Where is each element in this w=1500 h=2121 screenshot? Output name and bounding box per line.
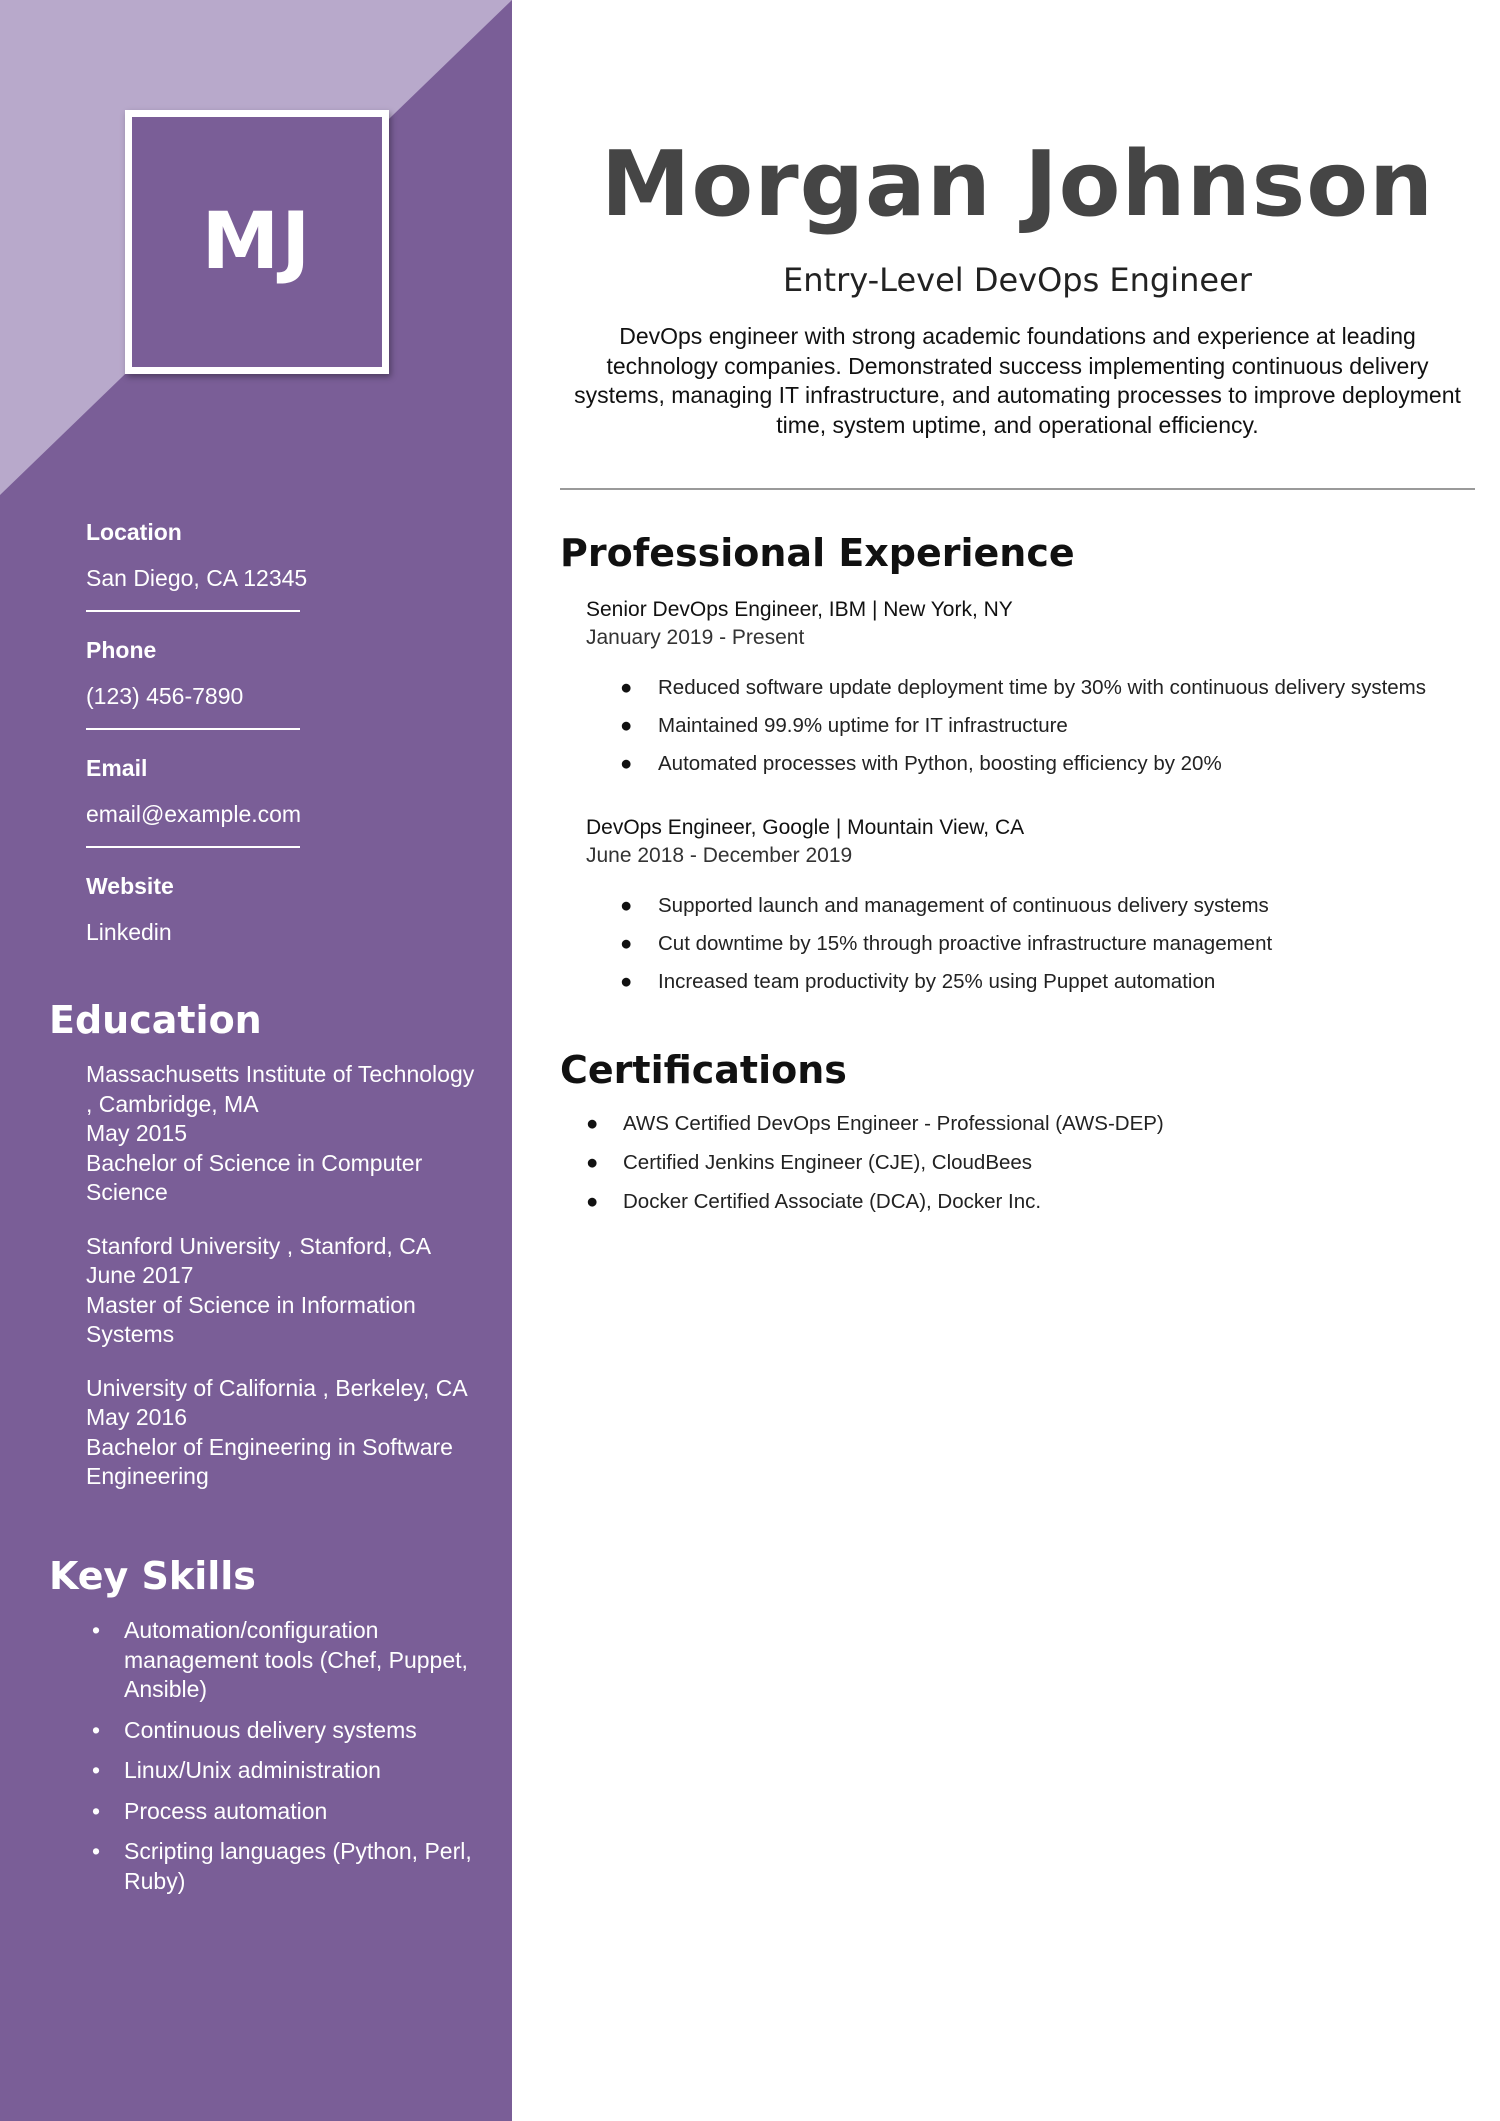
bullet-icon: ● <box>586 1112 599 1135</box>
skill-text: Scripting languages (Python, Perl, Ruby) <box>124 1838 472 1894</box>
skill-text: Linux/Unix administration <box>124 1757 381 1783</box>
contact-section <box>86 516 486 948</box>
education-heading: Education <box>49 998 262 1042</box>
education-list <box>86 1060 486 1516</box>
contact-location <box>86 516 486 612</box>
skill-item <box>86 1797 486 1827</box>
skill-text: Continuous delivery systems <box>124 1716 417 1743</box>
job-bullet <box>586 892 1466 920</box>
education-date: June 2017 <box>86 1262 194 1288</box>
contact-phone <box>86 634 486 730</box>
certification-text: Docker Certified Associate (DCA), Docker Inc. <box>623 1190 1042 1213</box>
bullet-text: Increased team productivity by 25% using Puppet automation <box>658 970 1216 993</box>
contact-email <box>86 752 486 848</box>
education-date: May 2015 <box>86 1120 188 1146</box>
certification-item <box>586 1149 1466 1177</box>
education-school: Stanford University , Stanford, CA <box>86 1232 432 1259</box>
job-bullet <box>586 674 1466 702</box>
contact-divider <box>86 728 300 730</box>
job-title-heading: Entry-Level DevOps Engineer <box>783 261 1252 299</box>
contact-divider <box>86 846 300 848</box>
bullet-icon: ● <box>620 676 633 699</box>
monogram-badge: MJ <box>125 110 389 374</box>
education-degree: Bachelor of Science in Computer Science <box>86 1149 423 1205</box>
contact-divider <box>86 610 300 612</box>
bullet-icon: ● <box>620 752 633 775</box>
bullet-icon: • <box>91 1716 101 1743</box>
job-bullet <box>586 968 1466 996</box>
job-bullets <box>586 674 1466 778</box>
bullet-text: Supported launch and management of continuous delivery systems <box>658 894 1269 917</box>
sidebar <box>0 0 512 2121</box>
contact-label: Phone <box>86 637 157 663</box>
email-value: email@example.com <box>86 801 302 827</box>
section-divider <box>560 488 1475 490</box>
certification-item <box>586 1110 1466 1138</box>
bullet-text: Automated processes with Python, boosting efficiency by 20% <box>658 752 1222 775</box>
job-bullets <box>586 892 1466 996</box>
summary-paragraph: DevOps engineer with strong academic foundations and experience at leading technology companies. Demonstrated success implementing continuous delivery systems, managing IT infrastructure, and automating processes to improve deployment time, system uptime, and operational efficiency. <box>574 323 1461 438</box>
education-school: University of California , Berkeley, CA <box>86 1374 468 1401</box>
skills-list <box>86 1616 486 1907</box>
bullet-icon: ● <box>620 932 633 955</box>
bullet-icon: • <box>91 1617 101 1643</box>
bullet-icon: • <box>91 1838 101 1864</box>
certification-text: AWS Certified DevOps Engineer - Professional (AWS-DEP) <box>623 1112 1164 1135</box>
job-dates: June 2018 - December 2019 <box>586 844 853 867</box>
bullet-icon: ● <box>620 894 633 917</box>
candidate-name: Morgan Johnson <box>600 132 1435 237</box>
contact-website <box>86 870 486 948</box>
contact-label: Location <box>86 519 182 545</box>
job-entry <box>586 814 1466 1006</box>
bullet-text: Reduced software update deployment time by 30% with continuous delivery systems <box>658 676 1427 699</box>
education-degree: Master of Science in Information Systems <box>86 1291 416 1347</box>
bullet-icon: ● <box>586 1151 599 1174</box>
bullet-icon: ● <box>620 970 633 993</box>
bullet-icon: ● <box>586 1190 599 1213</box>
education-entry <box>86 1060 486 1208</box>
education-entry <box>86 1374 486 1492</box>
certification-text: Certified Jenkins Engineer (CJE), CloudBees <box>623 1151 1033 1174</box>
education-degree: Bachelor of Engineering in Software Engineering <box>86 1433 453 1489</box>
bullet-icon: ● <box>620 714 633 737</box>
phone-value: (123) 456-7890 <box>86 683 244 709</box>
experience-heading: Professional Experience <box>560 531 1075 575</box>
contact-label: Email <box>86 755 148 781</box>
skill-text: Automation/configuration management tools (Chef, Puppet, Ansible) <box>124 1617 468 1702</box>
education-entry <box>86 1232 486 1350</box>
location-value: San Diego, CA 12345 <box>86 565 308 591</box>
bullet-text: Cut downtime by 15% through proactive infrastructure management <box>658 932 1273 955</box>
job-dates: January 2019 - Present <box>586 626 805 649</box>
job-bullet <box>586 930 1466 958</box>
contact-label: Website <box>86 873 174 899</box>
skill-item <box>86 1756 486 1786</box>
job-entry <box>586 596 1466 788</box>
skill-item <box>86 1716 486 1746</box>
bullet-icon: • <box>91 1797 101 1824</box>
job-title: Senior DevOps Engineer, IBM | New York, NY <box>586 598 1013 621</box>
job-bullet <box>586 712 1466 740</box>
skill-item <box>86 1616 486 1705</box>
certification-item <box>586 1188 1466 1216</box>
certifications-heading: Certifications <box>560 1048 847 1092</box>
website-link[interactable]: Linkedin <box>86 919 172 945</box>
bullet-icon: • <box>91 1757 101 1783</box>
skills-heading: Key Skills <box>49 1554 256 1598</box>
bullet-text: Maintained 99.9% uptime for IT infrastructure <box>658 714 1068 737</box>
education-date: May 2016 <box>86 1404 188 1430</box>
certifications-list <box>586 1110 1466 1227</box>
skill-text: Process automation <box>124 1797 328 1824</box>
skill-item <box>86 1837 486 1896</box>
job-title: DevOps Engineer, Google | Mountain View, CA <box>586 816 1025 839</box>
education-school: Massachusetts Institute of Technology , Cambridge, MA <box>86 1061 475 1117</box>
job-bullet <box>586 750 1466 778</box>
